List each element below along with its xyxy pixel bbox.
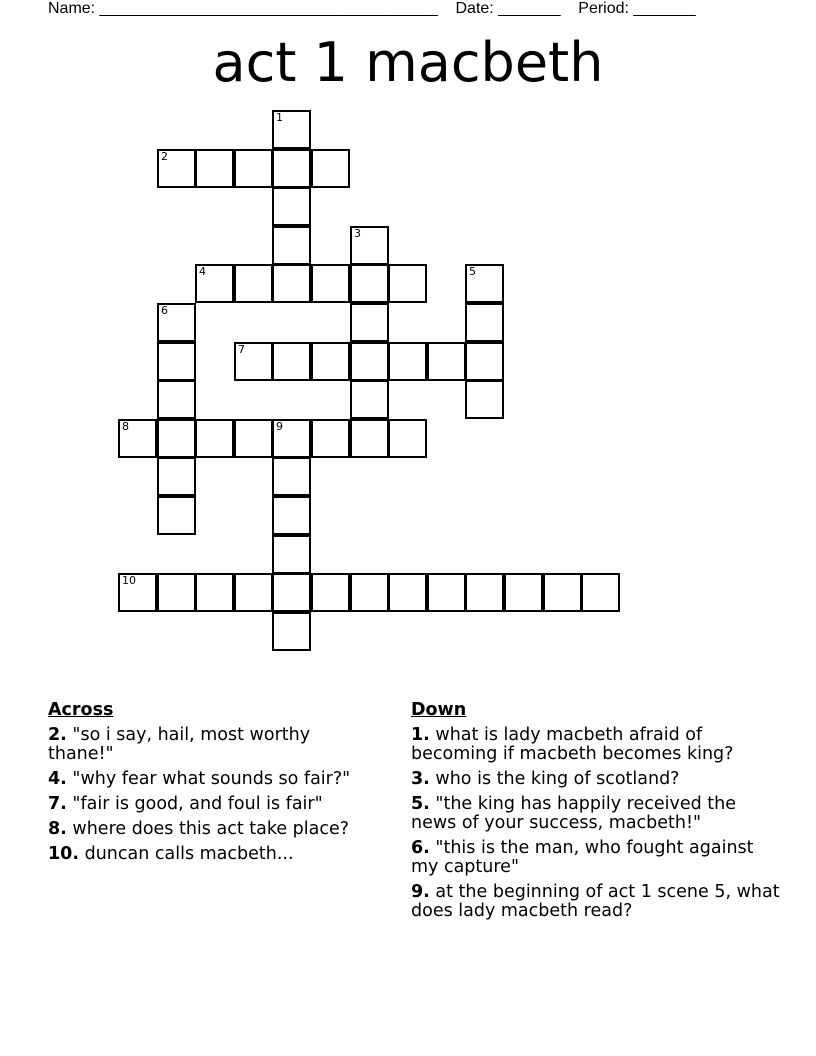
grid-cell[interactable] — [234, 419, 273, 458]
grid-cell[interactable] — [581, 573, 620, 612]
grid-cell[interactable] — [543, 573, 582, 612]
grid-cell[interactable] — [388, 573, 427, 612]
cell-number: 4 — [199, 265, 206, 278]
grid-cell[interactable] — [272, 573, 311, 612]
puzzle-title: act 1 macbeth — [212, 31, 604, 94]
grid-cell[interactable] — [311, 419, 350, 458]
grid-cell[interactable] — [195, 264, 234, 303]
grid-cell[interactable] — [272, 496, 311, 535]
grid-cell[interactable] — [272, 110, 311, 149]
grid-cell[interactable] — [465, 264, 504, 303]
cell-number: 1 — [276, 111, 283, 124]
grid-cell[interactable] — [272, 535, 311, 574]
clue-across-10: 10. duncan calls macbeth... — [48, 844, 294, 864]
down-clues — [411, 699, 781, 927]
grid-cell[interactable] — [195, 573, 234, 612]
grid-cell[interactable] — [272, 264, 311, 303]
grid-cell[interactable] — [157, 149, 196, 188]
grid-cell[interactable] — [272, 612, 311, 651]
grid-cell[interactable] — [350, 303, 389, 342]
clue-down-1: 1. what is lady macbeth afraid of becoming if macbeth becomes king? — [411, 725, 734, 764]
grid-cell[interactable] — [311, 149, 350, 188]
grid-cell[interactable] — [427, 342, 466, 381]
grid-cell[interactable] — [118, 419, 157, 458]
grid-cell[interactable] — [118, 573, 157, 612]
name-field[interactable]: Name: ______________________________________ — [48, 0, 438, 17]
grid-cell[interactable] — [272, 342, 311, 381]
grid-cell[interactable] — [311, 264, 350, 303]
grid-cell[interactable] — [465, 380, 504, 419]
grid-cell[interactable] — [388, 342, 427, 381]
grid-cell[interactable] — [350, 419, 389, 458]
date-field[interactable]: Date: _______ — [455, 0, 561, 17]
grid-cell[interactable] — [157, 573, 196, 612]
clue-across-8: 8. where does this act take place? — [48, 819, 350, 839]
clue-across-7: 7. "fair is good, and foul is fair" — [48, 794, 323, 814]
cell-number: 2 — [161, 150, 168, 163]
grid-cell[interactable] — [427, 573, 466, 612]
grid-cell[interactable] — [388, 419, 427, 458]
grid-cell[interactable] — [157, 496, 196, 535]
cell-number: 5 — [469, 265, 476, 278]
clue-down-6: 6. "this is the man, who fought against my capture" — [411, 838, 754, 877]
grid-cell[interactable] — [350, 264, 389, 303]
grid-cell[interactable] — [388, 264, 427, 303]
cell-number: 10 — [122, 574, 136, 587]
grid-cell[interactable] — [157, 303, 196, 342]
cell-number: 6 — [161, 304, 168, 317]
grid-cell[interactable] — [195, 419, 234, 458]
grid-cell[interactable] — [311, 342, 350, 381]
grid-cell[interactable] — [350, 342, 389, 381]
grid-cell[interactable] — [157, 380, 196, 419]
grid-cell[interactable] — [350, 226, 389, 265]
grid-cell[interactable] — [157, 457, 196, 496]
grid-cell[interactable] — [234, 573, 273, 612]
grid-cell[interactable] — [157, 419, 196, 458]
clue-down-9: 9. at the beginning of act 1 scene 5, what does lady macbeth read? — [411, 882, 780, 921]
period-field[interactable]: Period: _______ — [578, 0, 696, 17]
grid-cell[interactable] — [272, 187, 311, 226]
cell-number: 9 — [276, 420, 283, 433]
grid-cell[interactable] — [465, 573, 504, 612]
clue-down-3: 3. who is the king of scotland? — [411, 769, 680, 789]
grid-cell[interactable] — [504, 573, 543, 612]
cell-number: 8 — [122, 420, 129, 433]
grid-cell[interactable] — [465, 342, 504, 381]
cell-number: 3 — [354, 227, 361, 240]
grid-cell[interactable] — [350, 573, 389, 612]
grid-cell[interactable] — [234, 342, 273, 381]
grid-cell[interactable] — [234, 149, 273, 188]
across-clues — [48, 699, 378, 870]
grid-cell[interactable] — [272, 419, 311, 458]
grid-cell[interactable] — [311, 573, 350, 612]
grid-cell[interactable] — [465, 303, 504, 342]
grid-cell[interactable] — [350, 380, 389, 419]
clue-across-2: 2. "so i say, hail, most worthy thane!" — [48, 725, 311, 764]
grid-cell[interactable] — [272, 457, 311, 496]
down-heading: Down — [411, 700, 467, 720]
grid-cell[interactable] — [272, 226, 311, 265]
grid-cell[interactable] — [272, 149, 311, 188]
clue-across-4: 4. "why fear what sounds so fair?" — [48, 769, 351, 789]
cell-number: 7 — [238, 343, 245, 356]
grid-cell[interactable] — [234, 264, 273, 303]
grid-cell[interactable] — [157, 342, 196, 381]
clue-down-5: 5. "the king has happily received the news of your success, macbeth!" — [411, 794, 737, 833]
grid-cell[interactable] — [195, 149, 234, 188]
across-heading: Across — [48, 700, 114, 720]
